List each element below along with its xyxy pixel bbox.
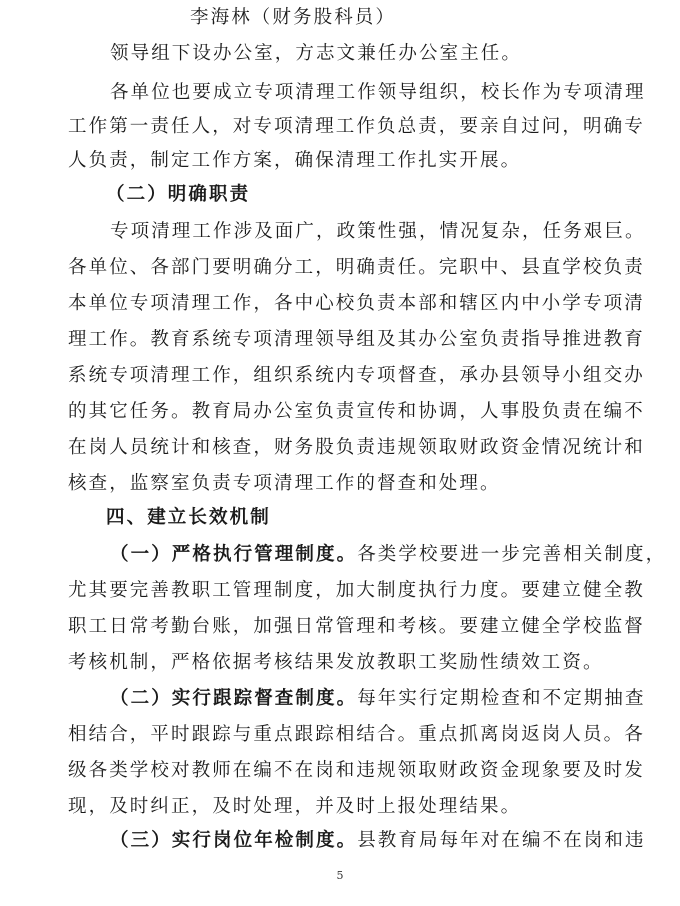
- paragraph-line: [110, 543, 667, 567]
- page-number: 5: [336, 869, 344, 882]
- section-heading-clarify-duties: （二）明确职责: [106, 184, 251, 205]
- staff-entry-line: 李海林（财务股科员）: [190, 7, 397, 28]
- paragraph-line: 专项清理工作涉及面广，政策性强，情况复杂，任务艰巨。: [110, 221, 646, 242]
- paragraph-line: 系统专项清理工作，组织系统内专项督查，承办县领导小组交办: [68, 365, 645, 386]
- paragraph-line: 人负责，制定工作方案，确保清理工作扎实开展。: [68, 150, 522, 171]
- subsection-title: （二）实行跟踪督查制度。: [110, 688, 358, 709]
- paragraph-line: 相结合，平时跟踪与重点跟踪相结合。重点抓离岗返岗人员。各: [68, 724, 645, 745]
- paragraph-line: 在岗人员统计和核查，财务股负责违规领取财政资金情况统计和: [68, 437, 645, 458]
- paragraph-line: 各单位也要成立专项清理工作领导组织，校长作为专项清理: [110, 82, 646, 103]
- subsection-title: （三）实行岗位年检制度。: [110, 830, 358, 851]
- paragraph-line: 级各类学校对教师在编不在岗和违规领取财政资金现象要及时发: [68, 760, 645, 781]
- paragraph-line: 职工日常考勤台账，加强日常管理和考核。要建立健全学校监督: [68, 616, 645, 637]
- paragraph-text: 各类学校要进一步完善相关制度，: [357, 544, 667, 565]
- section-heading-long-term-mechanism: 四、建立长效机制: [106, 507, 271, 528]
- paragraph-line: 的其它任务。教育局办公室负责宣传和协调，人事股负责在编不: [68, 401, 645, 422]
- subsection-title: （一）严格执行管理制度。: [110, 544, 358, 565]
- paragraph-line: 理工作。教育系统专项清理领导组及其办公室负责指导推进教育: [68, 329, 645, 350]
- paragraph-line: 各单位、各部门要明确分工，明确责任。完职中、县直学校负责: [68, 257, 645, 278]
- paragraph-line: 现，及时纠正，及时处理，并及时上报处理结果。: [68, 796, 522, 817]
- paragraph-line: [110, 687, 655, 711]
- paragraph-text: 县教育局每年对在编不在岗和违: [357, 830, 646, 851]
- paragraph-line: 考核机制，严格依据考核结果发放教职工奖励性绩效工资。: [68, 652, 604, 673]
- paragraph-line: 尤其要完善教职工管理制度，加大制度执行力度。要建立健全教: [68, 580, 645, 601]
- paragraph-text: 每年实行定期检查和不定期抽查: [357, 688, 646, 709]
- paragraph-line: 领导组下设办公室，方志文兼任办公室主任。: [110, 43, 523, 64]
- paragraph-line: 核查，监察室负责专项清理工作的督查和处理。: [68, 473, 501, 494]
- paragraph-line: 工作第一责任人，对专项清理工作负总责，要亲自过问，明确专: [68, 116, 645, 137]
- paragraph-line: 本单位专项清理工作，各中心校负责本部和辖区内中小学专项清: [68, 293, 645, 314]
- paragraph-line: [110, 829, 655, 853]
